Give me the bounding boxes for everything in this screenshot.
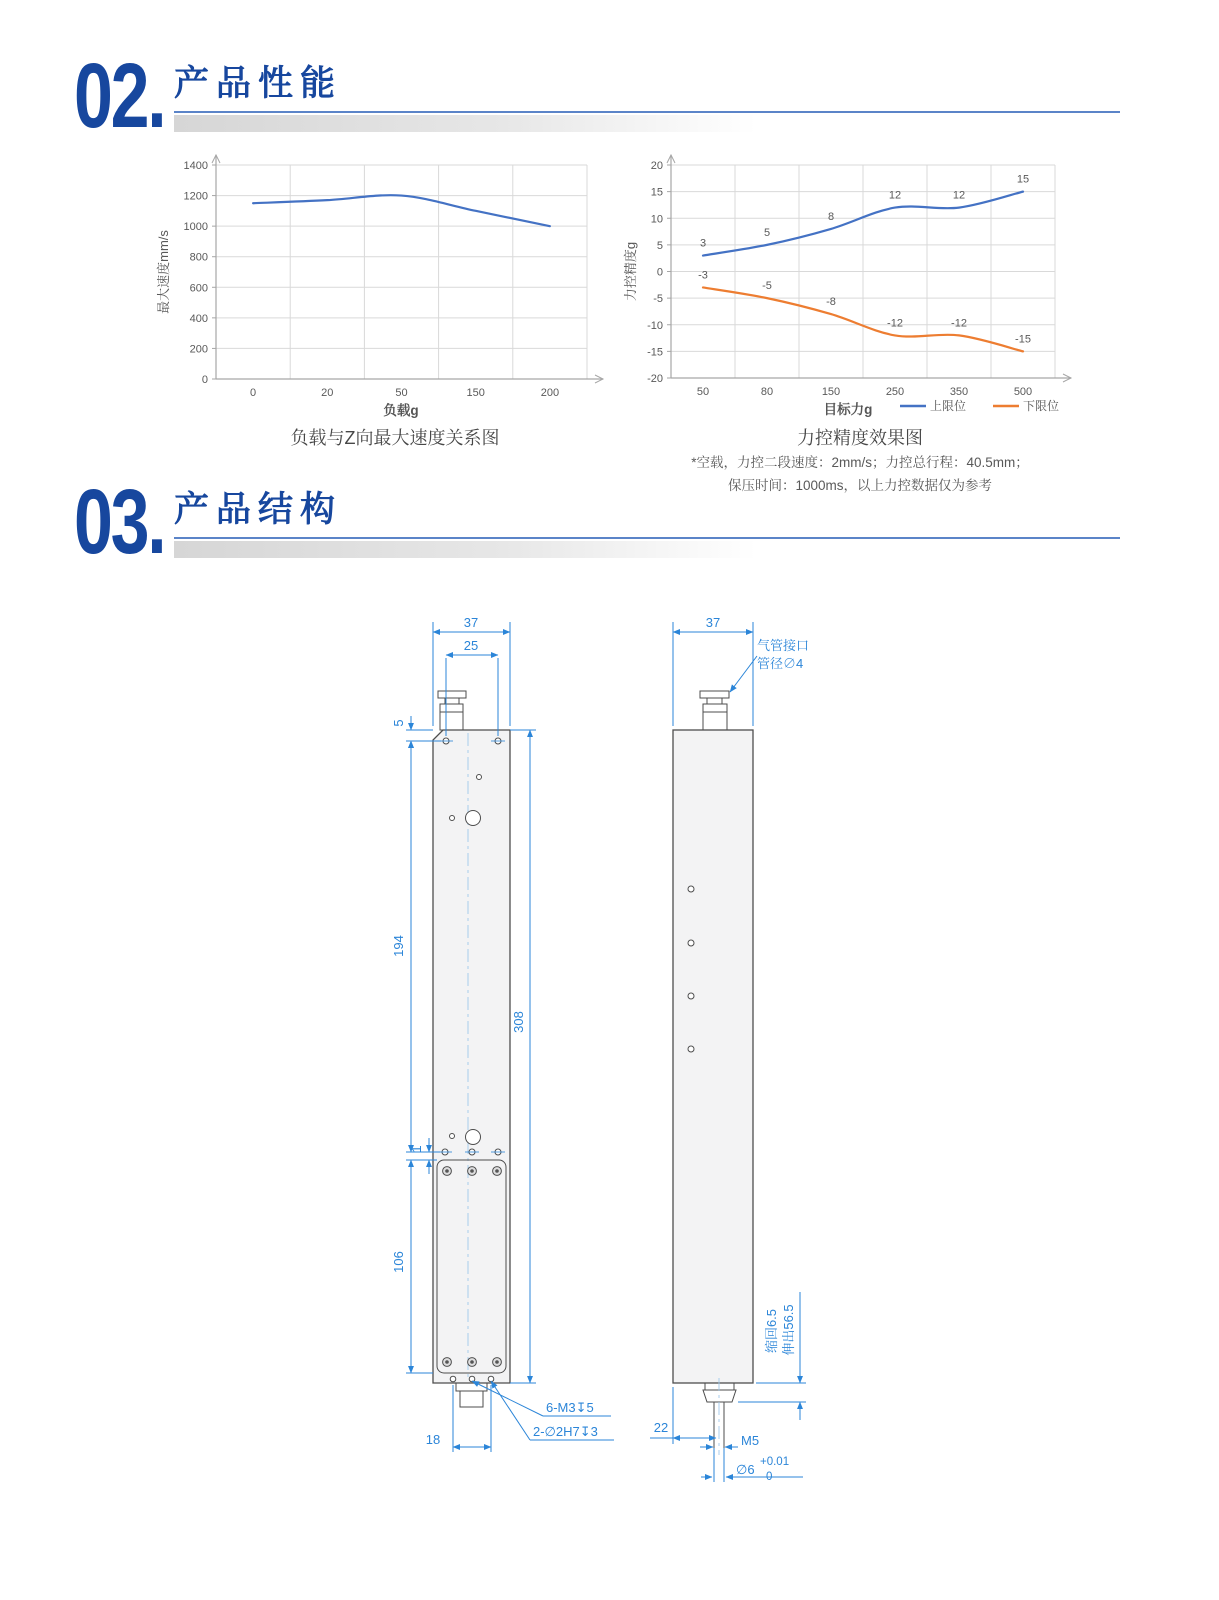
svg-text:-20: -20 (647, 373, 663, 385)
svg-text:0: 0 (656, 266, 663, 279)
section-structure-titleblock (174, 490, 1120, 558)
section-gradient-bar (174, 541, 836, 558)
svg-text:-8: -8 (826, 296, 836, 309)
svg-text:15: 15 (1016, 173, 1030, 186)
svg-text:80: 80 (760, 386, 774, 398)
svg-text:-3: -3 (698, 269, 708, 282)
side-body (673, 730, 753, 1383)
y-axis-label: 最大速度mm/s (156, 230, 171, 314)
section-number-03: 03. (74, 471, 165, 573)
svg-text:1400: 1400 (183, 160, 208, 172)
svg-text:-5: -5 (653, 293, 663, 306)
svg-text:200: 200 (540, 387, 560, 399)
series-line (253, 195, 550, 226)
note-air-port-line1: 气管接口 (757, 638, 810, 653)
dim-front-width: 37 (463, 615, 479, 630)
label-extend: 伸出56.5 (781, 1304, 796, 1356)
legend-下限位: 下限位 (1023, 399, 1060, 413)
svg-text:15: 15 (650, 186, 663, 199)
side-bottom-fitting (703, 1378, 736, 1455)
side-view (650, 615, 809, 1483)
dim-front-plate-length: 106 (391, 1251, 406, 1273)
svg-text:20: 20 (321, 387, 334, 399)
section-title-performance: 产品性能 (174, 64, 343, 103)
x-axis-label: 负载g (383, 403, 419, 418)
chart-title-force-accuracy: 力控精度效果图 (797, 428, 923, 448)
svg-text:-15: -15 (1015, 333, 1031, 346)
dim-front-total-length: 308 (511, 1011, 526, 1033)
svg-text:150: 150 (466, 387, 485, 399)
svg-text:800: 800 (189, 251, 208, 264)
dim-side-bore-tol-lower: 0 (766, 1471, 773, 1483)
svg-text:10: 10 (650, 213, 663, 226)
svg-text:3: 3 (699, 237, 707, 250)
svg-text:-15: -15 (647, 346, 663, 359)
svg-text:-10: -10 (647, 319, 663, 332)
svg-text:-12: -12 (887, 317, 903, 330)
svg-text:-5: -5 (762, 280, 772, 293)
dim-front-bottom-span: 18 (425, 1432, 441, 1447)
svg-text:5: 5 (656, 239, 663, 252)
speed-vs-load-chart (140, 150, 620, 450)
x-axis-label: 目标力g (823, 402, 873, 417)
note-side-thread: M5 (741, 1433, 760, 1448)
label-retract: 缩回6.5 (764, 1308, 779, 1354)
note-front-threads: 6-M3↧5 (546, 1400, 594, 1415)
svg-text:-12: -12 (951, 317, 967, 330)
section-gradient-bar (174, 115, 836, 132)
chart-footnote-line1: *空载，力控二段速度：2mm/s；力控总行程：40.5mm； (691, 455, 1029, 470)
svg-text:50: 50 (696, 386, 710, 398)
section-performance-titleblock (174, 64, 1120, 132)
force-accuracy-chart (615, 150, 1095, 450)
dim-front-upper-length: 194 (391, 935, 406, 957)
svg-text:600: 600 (189, 282, 208, 295)
legend-上限位: 上限位 (930, 399, 967, 413)
dim-side-width: 37 (705, 615, 721, 630)
dim-side-bore: ∅6 (736, 1462, 755, 1477)
y-axis-label: 力控精度g (623, 241, 638, 302)
front-body (433, 730, 510, 1383)
section-title-structure: 产品结构 (174, 490, 343, 529)
svg-text:50: 50 (395, 387, 408, 399)
svg-text:12: 12 (888, 189, 902, 202)
svg-text:350: 350 (949, 386, 969, 398)
svg-text:20: 20 (650, 160, 663, 172)
section-underline (174, 111, 1120, 113)
svg-text:250: 250 (885, 386, 905, 398)
svg-text:0: 0 (201, 374, 208, 386)
svg-text:5: 5 (763, 226, 771, 239)
dim-side-offset: 22 (653, 1420, 669, 1435)
svg-text:500: 500 (1013, 386, 1033, 398)
note-front-pins: 2-∅2H7↧3 (533, 1424, 598, 1439)
svg-text:200: 200 (189, 343, 208, 356)
front-air-fitting (438, 691, 466, 730)
section-performance-header (74, 45, 1120, 147)
dim-front-gap: 1 (409, 1145, 424, 1153)
section-number-02: 02. (74, 45, 165, 147)
svg-text:1200: 1200 (183, 190, 208, 203)
dim-front-top-offset: 5 (391, 719, 406, 727)
dim-side-bore-tol-upper: +0.01 (760, 1456, 790, 1468)
svg-text:0: 0 (250, 387, 257, 399)
front-view (391, 615, 614, 1452)
section-underline (174, 537, 1120, 539)
note-air-port-line2: 管径∅4 (757, 656, 804, 671)
svg-text:400: 400 (189, 312, 208, 325)
product-structure-drawing (380, 595, 830, 1520)
svg-text:12: 12 (952, 189, 966, 202)
dim-front-hole-span: 25 (463, 638, 479, 653)
chart-title-speed-load: 负载与Z向最大速度关系图 (290, 428, 500, 448)
svg-text:150: 150 (821, 386, 841, 398)
svg-text:1000: 1000 (183, 221, 208, 234)
chart-footnote-line2: 保压时间：1000ms，以上力控数据仅为参考 (727, 478, 993, 493)
svg-text:8: 8 (827, 210, 835, 223)
side-air-fitting (700, 691, 729, 730)
